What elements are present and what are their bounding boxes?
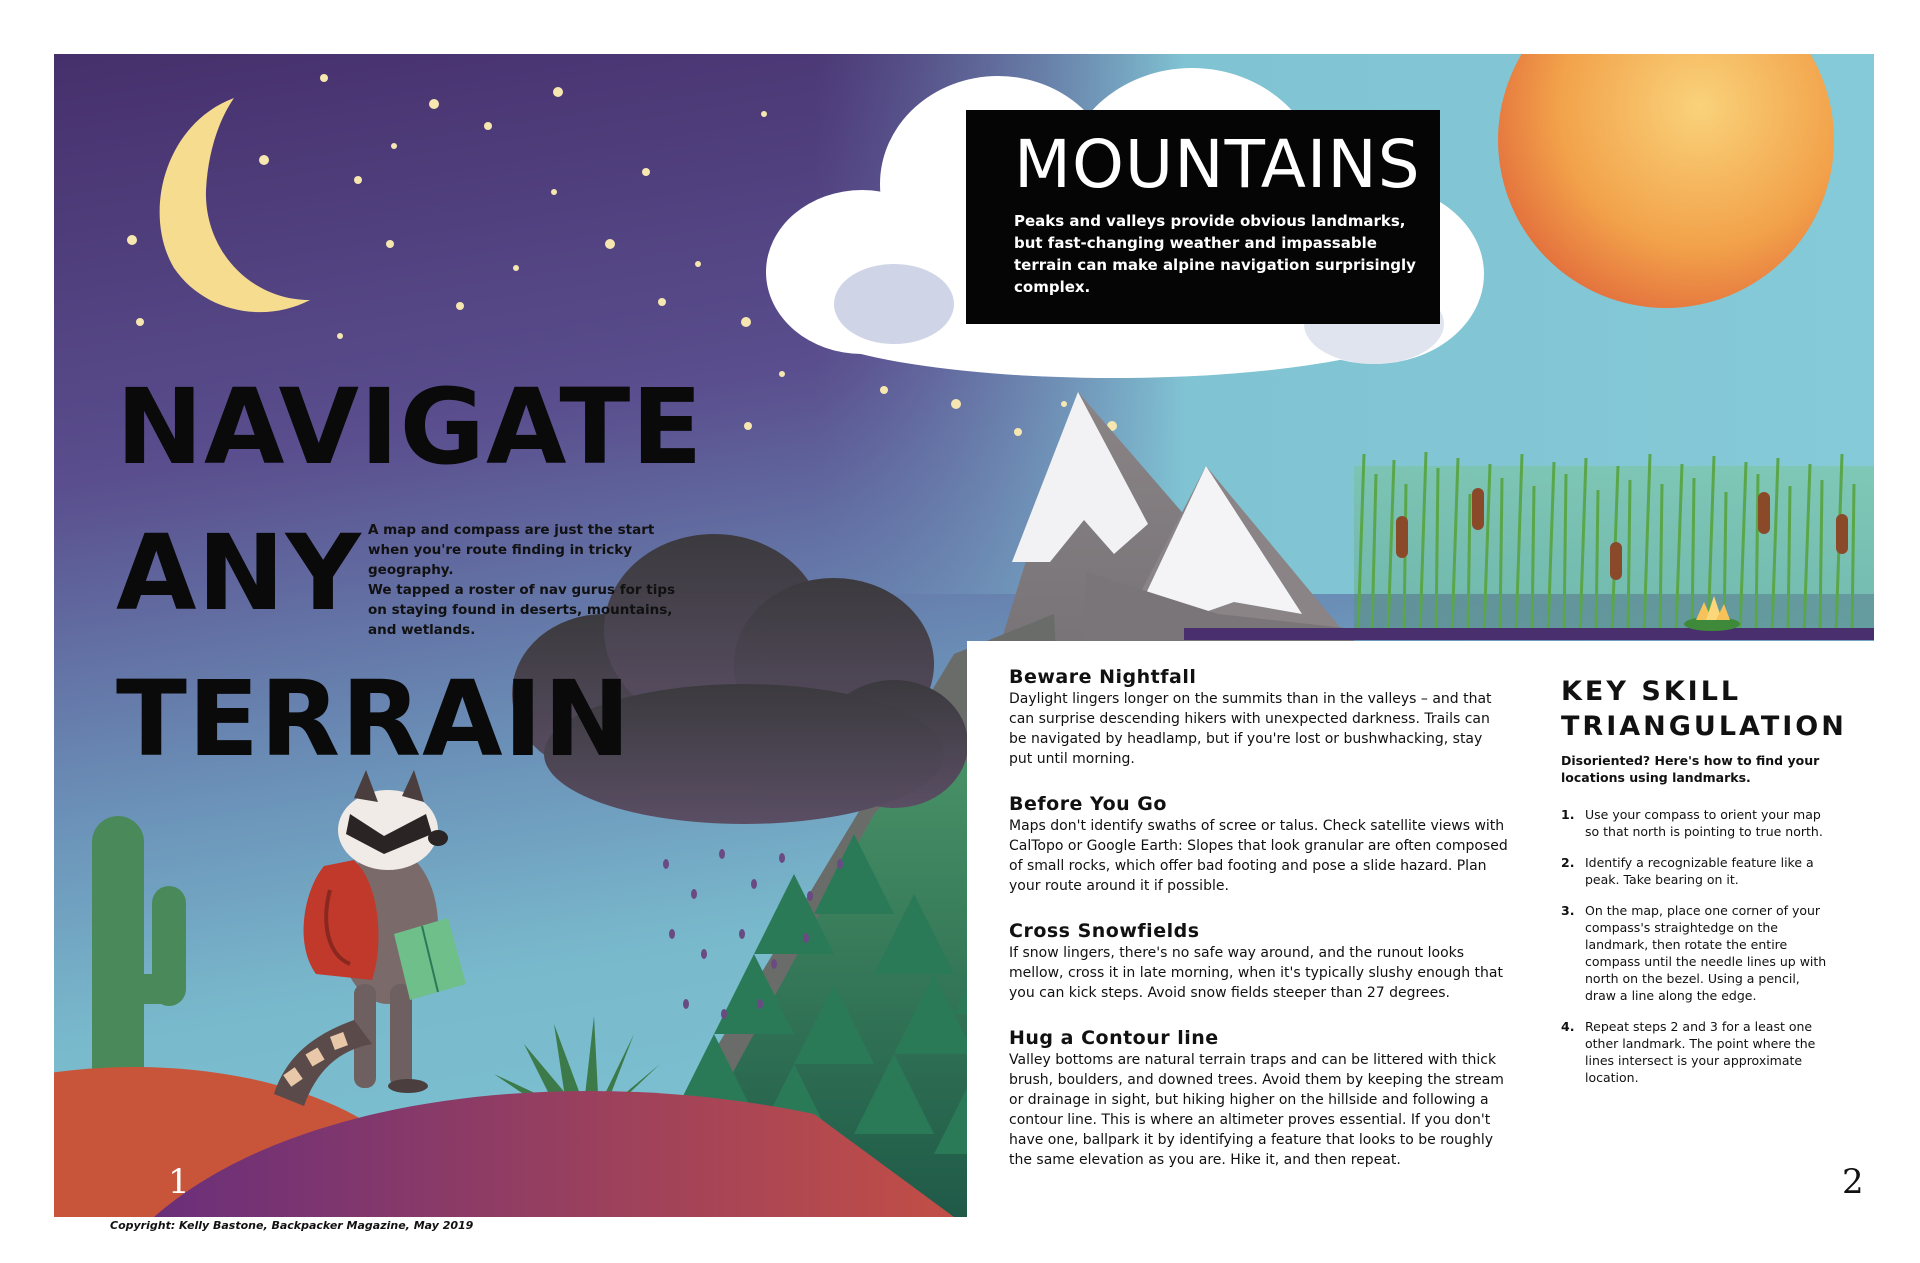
page-number-left: 1 <box>168 1162 190 1202</box>
section-heading: Cross Snowfields <box>1009 920 1200 942</box>
step-number: 4. <box>1561 1019 1575 1034</box>
mountains-callout <box>966 110 1440 324</box>
step-text: Repeat steps 2 and 3 for a least one other landmark. The point where the lines intersect is your approximate location. <box>1585 1019 1816 1085</box>
section-body: Valley bottoms are natural terrain traps and can be littered with thick brush, boulders, and downed trees. Avoid them by keeping the stream or drainage in sight, but hiking higher on the hillside and following a contour line. This is where an altimeter proves essential. If you don't have one, ballpark it by identifying a feature that looks to be roughly the same elevation as you are. Hike it, and then repeat. <box>1009 1052 1504 1168</box>
section-body: Daylight lingers longer on the summits than in the valleys – and that can surprise descending hikers with unexpected darkness. Trails can be navigated by headlamp, but if you're lost or bushwhacking, stay put until morning. <box>1009 691 1492 767</box>
list-item <box>1561 1018 1830 1086</box>
copyright-notice: Copyright: Kelly Bastone, Backpacker Magazine, May 2019 <box>110 1219 474 1232</box>
title-line: NAVIGATE <box>116 366 704 488</box>
magazine-spread <box>54 54 1874 1217</box>
mountains-title: MOUNTAINS <box>1014 126 1421 203</box>
list-item <box>1561 902 1830 1004</box>
step-text: Use your compass to orient your map so that north is pointing to true north. <box>1585 807 1823 839</box>
article-section <box>1009 793 1509 896</box>
intro-text <box>368 520 678 640</box>
intro-paragraph: A map and compass are just the start when you're route finding in tricky geography. <box>368 522 655 578</box>
article-column <box>1009 666 1509 1194</box>
page-number-right: 2 <box>1842 1162 1864 1202</box>
intro-paragraph: We tapped a roster of nav gurus for tips on staying found in deserts, mountains, and wetlands. <box>368 582 676 638</box>
article-section <box>1009 920 1509 1003</box>
triangulation-steps <box>1561 806 1841 1086</box>
mountains-description: Peaks and valleys provide obvious landmarks, but fast-changing weather and impassable terrain can make alpine navigation surprisingly complex. <box>1014 212 1416 296</box>
step-number: 2. <box>1561 855 1575 870</box>
step-text: Identify a recognizable feature like a peak. Take bearing on it. <box>1585 855 1814 887</box>
step-number: 1. <box>1561 807 1575 822</box>
key-skill-subtitle: Disoriented? Here's how to find your locations using landmarks. <box>1561 753 1820 785</box>
list-item <box>1561 854 1830 888</box>
section-body: Maps don't identify swaths of scree or talus. Check satellite views with CalTopo or Google Earth: Slopes that look granular are often composed of small rocks, which offer bad footing and pose a slide hazard. Plan your route around it if possible. <box>1009 818 1508 894</box>
title-line: ANY <box>116 512 362 634</box>
section-body: If snow lingers, there's no safe way around, and the runout looks mellow, cross it in late morning, when it's typically slushy enough that you can kick steps. Avoid snow fields steeper than 27 degrees. <box>1009 945 1503 1001</box>
key-skill-heading: KEY SKILL <box>1561 676 1742 707</box>
article-section <box>1009 1027 1509 1170</box>
section-heading: Hug a Contour line <box>1009 1027 1219 1049</box>
step-text: On the map, place one corner of your compass's straightedge on the landmark, then rotate the entire compass until the needle lines up with north on the bezel. Using a pencil, draw a line along the edge. <box>1585 903 1827 1003</box>
list-item <box>1561 806 1830 840</box>
section-heading: Before You Go <box>1009 793 1167 815</box>
key-skill-title: TRIANGULATION <box>1561 711 1847 742</box>
section-heading: Beware Nightfall <box>1009 666 1197 688</box>
step-number: 3. <box>1561 903 1575 918</box>
title-line: TERRAIN <box>116 658 632 780</box>
key-skill-sidebar <box>1561 674 1847 1100</box>
article-section <box>1009 666 1509 769</box>
